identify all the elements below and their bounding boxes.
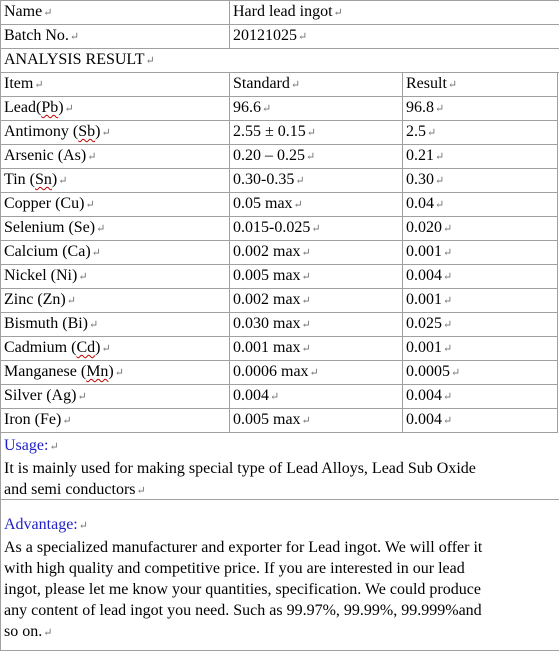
result-value: 0.025 [406,315,442,332]
result-value: 0.001 [406,291,442,308]
element-name-text: Antimony ( [4,123,78,140]
table-row [1,361,558,385]
table-row [1,193,558,217]
item-column-header [1,73,230,97]
result-value: 0.001 [406,339,442,356]
paragraph-mark: ↵ [294,199,303,211]
standard-header-text: Standard [233,75,290,92]
standard-value: 0.015-0.025 [233,219,310,236]
result-value: 0.04 [406,195,434,212]
element-symbol: Cd [76,339,95,356]
standard-value: 0.002 max [233,291,301,308]
paragraph-mark: ↵ [302,343,311,355]
element-name-cell [1,121,230,145]
standard-value: 0.05 max [233,195,293,212]
analysis-table [0,73,558,433]
paragraph-mark: ↵ [310,367,319,379]
paragraph-mark: ↵ [443,415,452,427]
element-name-text: Selenium (Se) [4,219,95,236]
element-name-close: ) [52,171,57,188]
paragraph-mark: ↵ [435,151,444,163]
element-name-close: ) [108,363,113,380]
result-cell [403,409,558,433]
result-cell [403,313,558,337]
paragraph-mark: ↵ [443,391,452,403]
analysis-title-row [1,49,559,73]
standard-cell [230,217,403,241]
paragraph-mark: ↵ [92,247,101,259]
result-cell [403,289,558,313]
paragraph-mark: ↵ [443,295,452,307]
paragraph-mark: ↵ [58,175,67,187]
paragraph-mark: ↵ [101,343,110,355]
advantage-text-end: so on. [4,623,42,640]
paragraph-mark: ↵ [89,319,98,331]
result-cell [403,337,558,361]
usage-title: Usage: [4,437,48,454]
result-cell [403,361,558,385]
standard-cell [230,289,403,313]
element-name-text: Silver (Ag) [4,387,76,404]
standard-cell [230,313,403,337]
paragraph-mark: ↵ [448,79,457,91]
element-name-close: ) [95,339,100,356]
element-symbol: Sb [78,123,95,140]
standard-value: 96.6 [233,99,261,116]
standard-value: 0.005 max [233,411,301,428]
advantage-text-line: with high quality and competitive price. If you are interested in our lead [4,558,559,579]
paragraph-mark: ↵ [79,520,88,532]
standard-cell [230,385,403,409]
table-row [1,409,558,433]
paragraph-mark: ↵ [443,271,452,283]
paragraph-mark: ↵ [49,441,58,453]
name-label: Name [4,3,42,20]
paragraph-mark: ↵ [451,367,460,379]
paragraph-mark: ↵ [67,295,76,307]
element-name-cell [1,97,230,121]
standard-cell [230,265,403,289]
element-name-cell [1,241,230,265]
result-header-text: Result [406,75,447,92]
element-name-cell [1,313,230,337]
result-value: 96.8 [406,99,434,116]
paragraph-mark: ↵ [443,343,452,355]
paragraph-mark: ↵ [435,199,444,211]
paragraph-mark: ↵ [291,79,300,91]
element-name-cell [1,265,230,289]
table-row [1,121,558,145]
table-row [1,313,558,337]
standard-value: 2.55 ± 0.15 [233,123,306,140]
analysis-title: ANALYSIS RESULT [4,51,145,68]
paragraph-mark: ↵ [307,127,316,139]
paragraph-mark: ↵ [334,7,343,19]
element-name-cell [1,361,230,385]
element-name-close: ) [58,99,63,116]
paragraph-mark: ↵ [101,127,110,139]
batch-value-cell [230,25,559,49]
result-cell [403,385,558,409]
paragraph-mark: ↵ [65,103,74,115]
table-row [1,145,558,169]
result-cell [403,265,558,289]
paragraph-mark: ↵ [295,175,304,187]
result-cell [403,145,558,169]
element-symbol: Sn [35,171,52,188]
result-value: 0.004 [406,267,442,284]
paragraph-mark: ↵ [43,627,52,639]
standard-value: 0.001 max [233,339,301,356]
result-column-header [403,73,558,97]
advantage-text-line: ingot, please let me know your quantities, specification. We could produce [4,579,559,600]
batch-label-cell [1,25,230,49]
result-value: 0.001 [406,243,442,260]
element-name-text: Lead( [4,99,41,116]
element-name-text: Manganese ( [4,363,86,380]
standard-cell [230,97,403,121]
element-name-cell [1,193,230,217]
element-name-text: Calcium (Ca) [4,243,91,260]
result-cell [403,97,558,121]
standard-value: 0.30-0.35 [233,171,294,188]
usage-text-end: and semi conductors [4,481,136,498]
standard-value: 0.0006 max [233,363,309,380]
advantage-title: Advantage: [4,516,78,533]
usage-text-line [4,479,559,502]
name-row [1,1,559,25]
analysis-title-cell [1,49,559,73]
result-value: 0.004 [406,411,442,428]
element-name-text: Tin ( [4,171,35,188]
paragraph-mark: ↵ [427,127,436,139]
result-cell [403,193,558,217]
standard-column-header [230,73,403,97]
table-row [1,217,558,241]
result-value: 0.020 [406,219,442,236]
usage-section [0,433,559,500]
paragraph-mark: ↵ [115,367,124,379]
element-name-cell [1,289,230,313]
element-name-text: Iron (Fe) [4,411,61,428]
element-name-text: Zinc (Zn) [4,291,66,308]
element-symbol: Pb [41,99,58,116]
advantage-section [0,500,559,651]
paragraph-mark: ↵ [435,175,444,187]
element-name-text: Copper (Cu) [4,195,84,212]
standard-cell [230,241,403,265]
standard-value: 0.005 max [233,267,301,284]
result-cell [403,241,558,265]
table-row [1,385,558,409]
paragraph-mark: ↵ [77,391,86,403]
column-header-row [1,73,558,97]
paragraph-mark: ↵ [443,247,452,259]
advantage-text-line: As a specialized manufacturer and exporter for Lead ingot. We will offer it [4,537,559,558]
standard-value: 0.030 max [233,315,301,332]
paragraph-mark: ↵ [302,247,311,259]
element-name-text: Arsenic (As) [4,147,86,164]
standard-cell [230,193,403,217]
standard-cell [230,361,403,385]
paragraph-mark: ↵ [34,79,43,91]
element-name-cell [1,217,230,241]
name-value: Hard lead ingot [233,3,333,20]
paragraph-mark: ↵ [302,271,311,283]
paragraph-mark: ↵ [62,415,71,427]
paragraph-mark: ↵ [443,223,452,235]
paragraph-mark: ↵ [311,223,320,235]
paragraph-mark: ↵ [298,31,307,43]
table-row [1,97,558,121]
standard-cell [230,145,403,169]
table-row [1,265,558,289]
result-cell [403,169,558,193]
element-name-text: Cadmium ( [4,339,76,356]
element-name-cell [1,337,230,361]
paragraph-mark: ↵ [87,151,96,163]
result-value: 0.21 [406,147,434,164]
paragraph-mark: ↵ [270,391,279,403]
paragraph-mark: ↵ [96,223,105,235]
standard-value: 0.002 max [233,243,301,260]
header-table [0,0,559,73]
result-value: 0.004 [406,387,442,404]
paragraph-mark: ↵ [137,485,146,497]
standard-cell [230,121,403,145]
element-name-cell [1,409,230,433]
table-row [1,337,558,361]
paragraph-mark: ↵ [302,415,311,427]
paragraph-mark: ↵ [262,103,271,115]
element-symbol: Mn [86,363,108,380]
batch-row [1,25,559,49]
element-name-close: ) [95,123,100,140]
result-value: 0.30 [406,171,434,188]
element-name-text: Bismuth (Bi) [4,315,88,332]
result-cell [403,217,558,241]
element-name-cell [1,145,230,169]
result-value: 0.0005 [406,363,450,380]
standard-value: 0.004 [233,387,269,404]
paragraph-mark: ↵ [70,31,79,43]
standard-cell [230,169,403,193]
element-name-cell [1,385,230,409]
paragraph-mark: ↵ [78,271,87,283]
name-value-cell [230,1,559,25]
result-value: 2.5 [406,123,426,140]
batch-label: Batch No. [4,27,69,44]
paragraph-mark: ↵ [146,55,155,67]
paragraph-mark: ↵ [443,319,452,331]
standard-cell [230,337,403,361]
element-name-text: Nickel (Ni) [4,267,77,284]
advantage-text-line [4,621,559,644]
table-row [1,289,558,313]
standard-value: 0.20 – 0.25 [233,147,305,164]
table-row [1,169,558,193]
element-name-cell [1,169,230,193]
paragraph-mark: ↵ [306,151,315,163]
usage-title-line [4,435,559,458]
result-cell [403,121,558,145]
paragraph-mark: ↵ [302,319,311,331]
advantage-title-line [4,514,559,537]
paragraph-mark: ↵ [85,199,94,211]
usage-text-line: It is mainly used for making special type of Lead Alloys, Lead Sub Oxide [4,458,559,479]
name-label-cell [1,1,230,25]
item-header-text: Item [4,75,33,92]
paragraph-mark: ↵ [302,295,311,307]
advantage-text-line: any content of lead ingot you need. Such as 99.97%, 99.99%, 99.999%and [4,600,559,621]
paragraph-mark: ↵ [43,7,52,19]
table-row [1,241,558,265]
batch-value: 20121025 [233,27,297,44]
paragraph-mark: ↵ [435,103,444,115]
standard-cell [230,409,403,433]
